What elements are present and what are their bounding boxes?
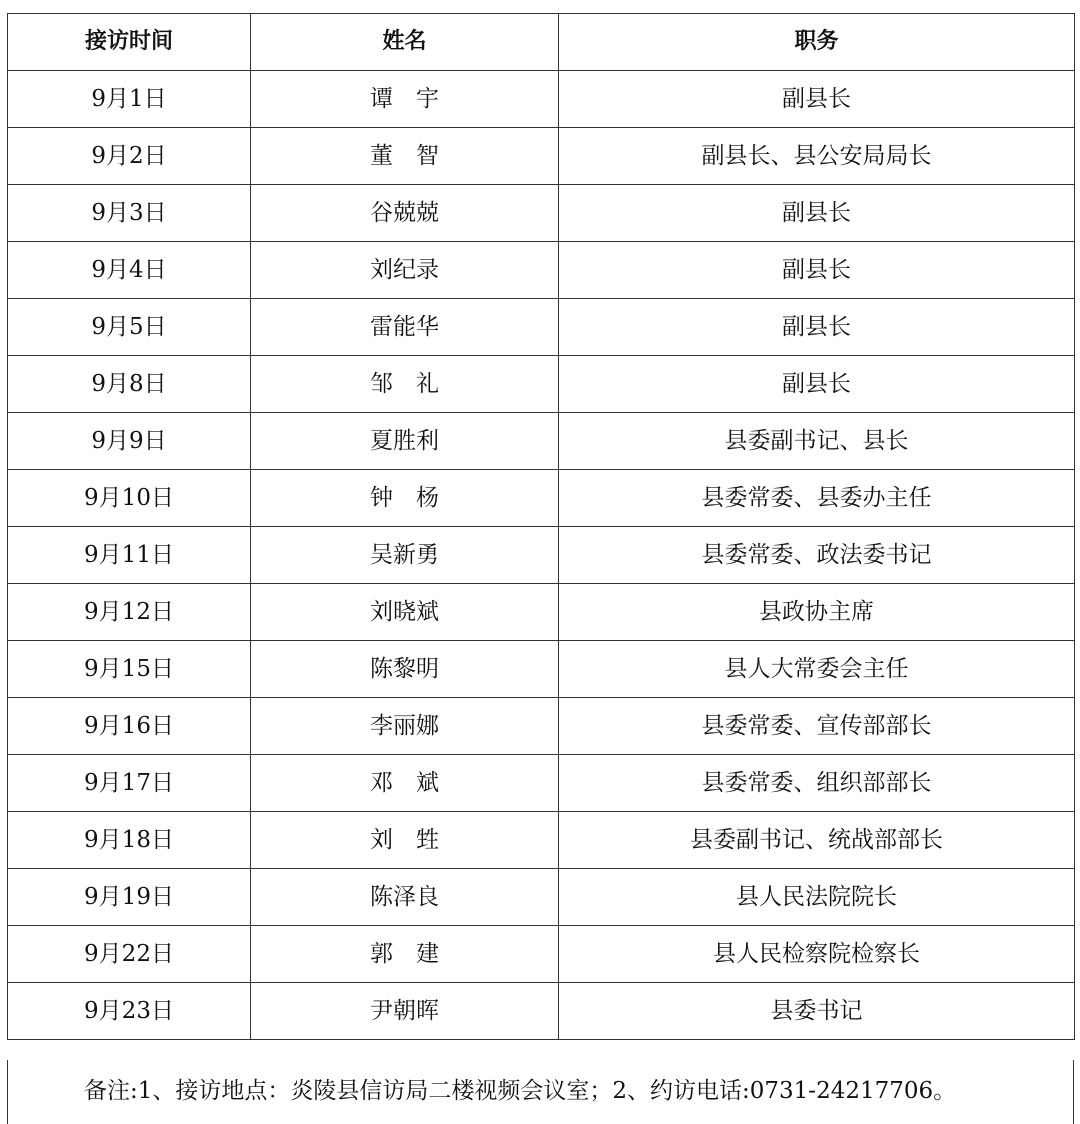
cell-title: 县人民检察院检察长 [559,926,1075,983]
cell-name: 吴新勇 [251,527,559,584]
cell-title: 副县长 [559,356,1075,413]
cell-date: 9月23日 [8,983,251,1040]
table-row [8,698,1075,755]
table-row [8,926,1075,983]
cell-date: 9月17日 [8,755,251,812]
cell-title: 副县长 [559,242,1075,299]
table-row [8,356,1075,413]
cell-name: 郭 建 [251,926,559,983]
cell-title: 县委副书记、县长 [559,413,1075,470]
cell-date: 9月4日 [8,242,251,299]
cell-title: 副县长 [559,71,1075,128]
table-row [8,812,1075,869]
table-row [8,584,1075,641]
cell-title: 县委书记 [559,983,1075,1040]
cell-name: 刘纪录 [251,242,559,299]
cell-name: 谭 宇 [251,71,559,128]
cell-date: 9月5日 [8,299,251,356]
cell-title: 县委常委、组织部部长 [559,755,1075,812]
cell-date: 9月15日 [8,641,251,698]
table-row [8,869,1075,926]
cell-title: 县人民法院院长 [559,869,1075,926]
cell-title: 县委常委、宣传部部长 [559,698,1075,755]
cell-date: 9月10日 [8,470,251,527]
cell-date: 9月12日 [8,584,251,641]
cell-date: 9月16日 [8,698,251,755]
table-row [8,641,1075,698]
cell-date: 9月1日 [8,71,251,128]
cell-date: 9月2日 [8,128,251,185]
table-row [8,185,1075,242]
header-title: 职务 [559,14,1075,71]
cell-title: 副县长 [559,185,1075,242]
cell-date: 9月8日 [8,356,251,413]
cell-title: 县委副书记、统战部部长 [559,812,1075,869]
table-row [8,527,1075,584]
cell-name: 刘 甡 [251,812,559,869]
cell-title: 副县长、县公安局局长 [559,128,1075,185]
note-text: 备注:1、接访地点：炎陵县信访局二楼视频会议室；2、约访电话:0731-24217706。 [84,1078,957,1104]
header-name: 姓名 [251,14,559,71]
cell-title: 县政协主席 [559,584,1075,641]
table-row [8,242,1075,299]
visit-schedule-sheet [7,13,1074,1040]
table-row [8,755,1075,812]
table-header-row [8,14,1075,71]
cell-name: 钟 杨 [251,470,559,527]
cell-date: 9月9日 [8,413,251,470]
cell-name: 陈黎明 [251,641,559,698]
cell-name: 陈泽良 [251,869,559,926]
note-row [7,1060,1074,1124]
table-row [8,299,1075,356]
cell-name: 夏胜利 [251,413,559,470]
table-row [8,983,1075,1040]
cell-title: 副县长 [559,299,1075,356]
cell-name: 刘晓斌 [251,584,559,641]
cell-title: 县人大常委会主任 [559,641,1075,698]
header-date: 接访时间 [8,14,251,71]
cell-date: 9月19日 [8,869,251,926]
cell-name: 邹 礼 [251,356,559,413]
cell-date: 9月11日 [8,527,251,584]
cell-title: 县委常委、县委办主任 [559,470,1075,527]
table-row [8,413,1075,470]
cell-name: 雷能华 [251,299,559,356]
cell-date: 9月3日 [8,185,251,242]
cell-name: 邓 斌 [251,755,559,812]
cell-name: 尹朝晖 [251,983,559,1040]
table-row [8,128,1075,185]
cell-date: 9月22日 [8,926,251,983]
cell-date: 9月18日 [8,812,251,869]
cell-name: 谷兢兢 [251,185,559,242]
cell-name: 董 智 [251,128,559,185]
cell-name: 李丽娜 [251,698,559,755]
table-row [8,71,1075,128]
table-row [8,470,1075,527]
visit-schedule-table [7,13,1075,1040]
cell-title: 县委常委、政法委书记 [559,527,1075,584]
